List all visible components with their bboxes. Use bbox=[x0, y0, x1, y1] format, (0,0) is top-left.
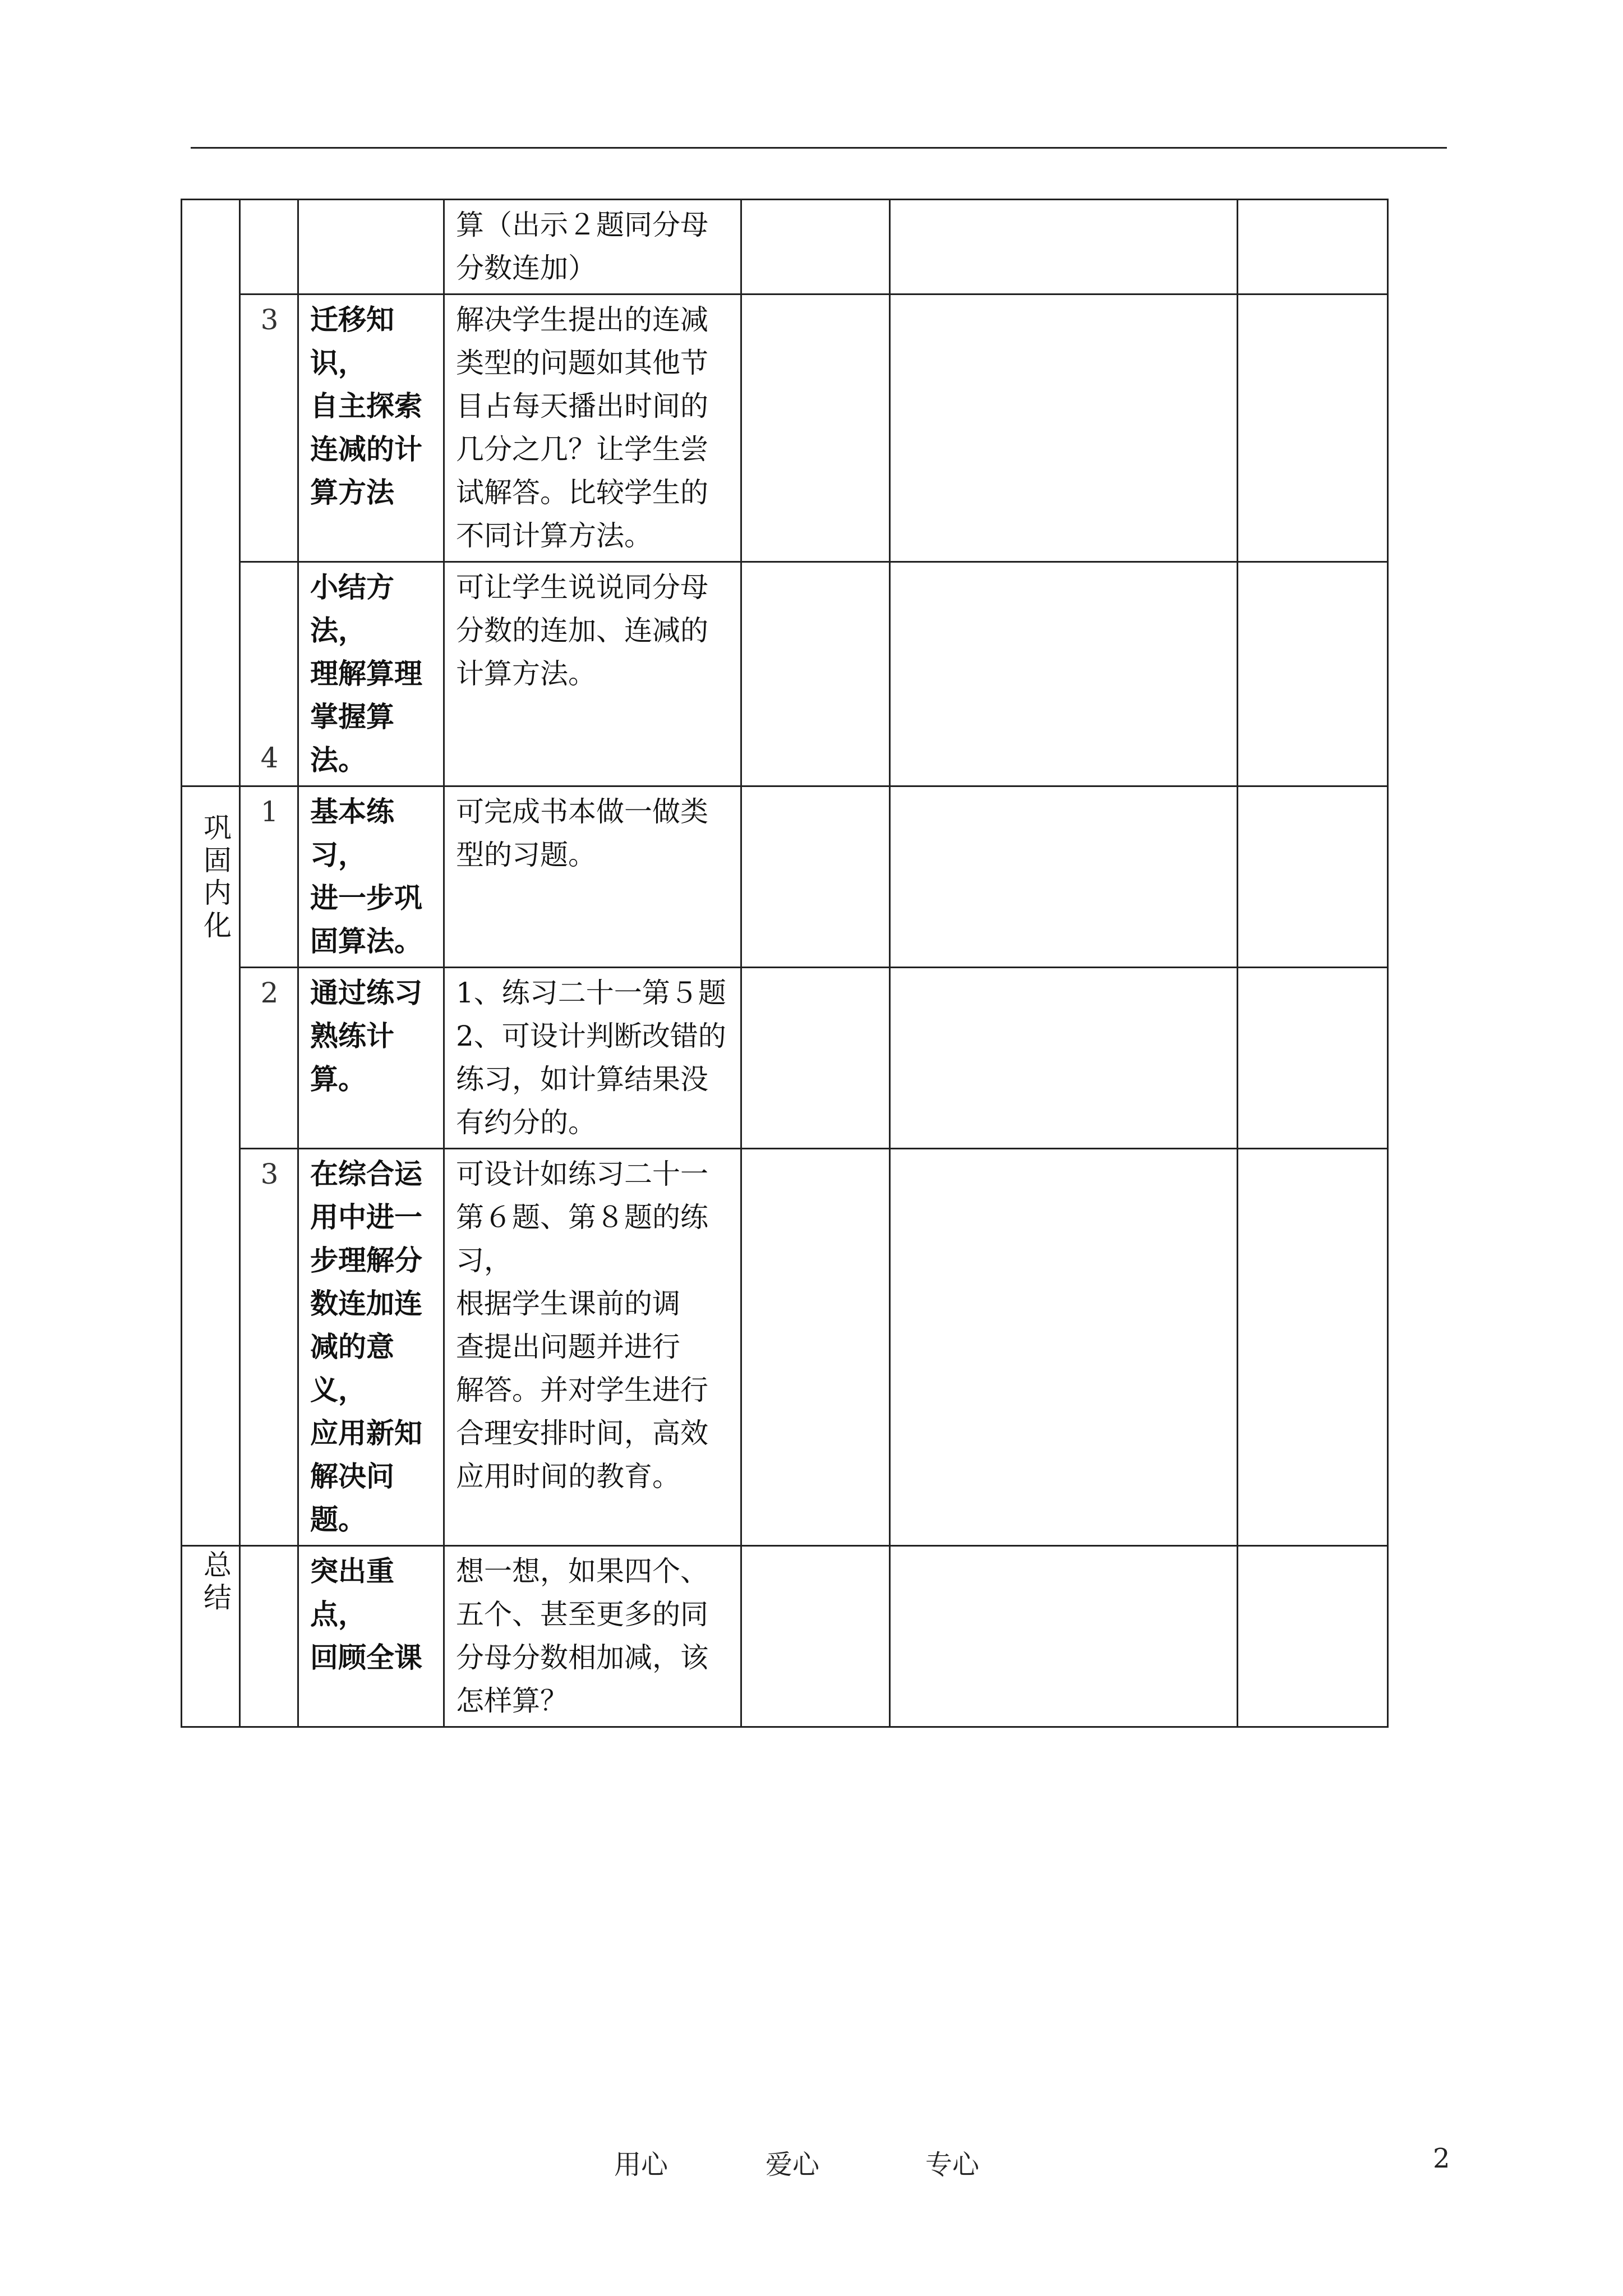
content-cell bbox=[444, 295, 741, 562]
goal-line: 通过练习 bbox=[310, 977, 422, 1009]
blank-cell bbox=[1238, 1149, 1388, 1546]
blank-cell bbox=[890, 786, 1238, 968]
content-line: 类型的问题如其他节 bbox=[456, 347, 708, 379]
blank-cell bbox=[1238, 295, 1388, 562]
goal-cell bbox=[298, 1546, 444, 1727]
content-line: 算（出示２题同分母 bbox=[456, 209, 708, 241]
content-line: 分数连加） bbox=[456, 252, 596, 284]
blank-cell bbox=[741, 1546, 890, 1727]
content-line: 型的习题。 bbox=[456, 839, 596, 871]
table-row bbox=[182, 562, 1388, 786]
content-cell bbox=[444, 1546, 741, 1727]
header-rule bbox=[191, 147, 1447, 149]
table-row bbox=[182, 1149, 1388, 1546]
goal-line: 基本练习， bbox=[310, 795, 394, 871]
table-row bbox=[182, 786, 1388, 968]
content-line: 不同计算方法。 bbox=[456, 519, 652, 552]
content-line: 2、可设计判断改错的 bbox=[456, 1020, 726, 1052]
content-cell bbox=[444, 786, 741, 968]
content-line: 解决学生提出的连减 bbox=[456, 303, 708, 336]
step-number: 3 bbox=[260, 303, 279, 336]
content-line: 五个、甚至更多的同 bbox=[456, 1598, 708, 1631]
goal-line: 自主探索 bbox=[310, 390, 422, 422]
phase-label: 总结 bbox=[199, 1550, 232, 1615]
goal-line: 用中进一 bbox=[310, 1201, 422, 1234]
goal-line: 步理解分 bbox=[310, 1244, 422, 1277]
content-cell bbox=[444, 1149, 741, 1546]
table-row bbox=[182, 968, 1388, 1149]
blank-cell bbox=[1238, 1546, 1388, 1727]
goal-line: 数连加连 bbox=[310, 1287, 422, 1320]
step-number-cell bbox=[240, 562, 298, 786]
blank-cell bbox=[741, 1149, 890, 1546]
content-line: 根据学生课前的调 bbox=[456, 1287, 680, 1320]
content-cell bbox=[444, 200, 741, 295]
step-number-cell bbox=[240, 200, 298, 295]
blank-cell bbox=[890, 1149, 1238, 1546]
content-line: 查提出问题并进行 bbox=[456, 1331, 680, 1363]
blank-cell bbox=[741, 200, 890, 295]
table-row bbox=[182, 295, 1388, 562]
content-line: 第６题、第８题的练 bbox=[456, 1201, 708, 1234]
blank-cell bbox=[1238, 200, 1388, 295]
blank-cell bbox=[741, 562, 890, 786]
content-line: 目占每天播出时间的 bbox=[456, 390, 708, 422]
content-line: 习， bbox=[456, 1244, 512, 1277]
blank-cell bbox=[1238, 562, 1388, 786]
step-number: 1 bbox=[260, 795, 279, 828]
blank-cell bbox=[890, 295, 1238, 562]
goal-line: 小结方法， bbox=[310, 571, 394, 647]
footer-motto: 专心 bbox=[925, 2149, 980, 2180]
content-line: 练习，如计算结果没 bbox=[456, 1063, 708, 1096]
goal-line: 迁移知识， bbox=[310, 303, 394, 379]
goal-line: 突出重点， bbox=[310, 1555, 394, 1631]
blank-cell bbox=[741, 968, 890, 1149]
blank-cell bbox=[741, 295, 890, 562]
table-row bbox=[182, 200, 1388, 295]
page-number: 2 bbox=[1433, 2143, 1450, 2174]
content-line: 分数的连加、连减的 bbox=[456, 614, 708, 647]
blank-cell bbox=[890, 968, 1238, 1149]
step-number-cell bbox=[240, 968, 298, 1149]
content-line: 可设计如练习二十一 bbox=[456, 1158, 708, 1190]
blank-cell bbox=[890, 562, 1238, 786]
content-line: 想一想，如果四个、 bbox=[456, 1555, 708, 1588]
content-line: 可让学生说说同分母 bbox=[456, 571, 708, 604]
content-line: 可完成书本做一做类 bbox=[456, 795, 708, 828]
content-line: 解答。并对学生进行 bbox=[456, 1374, 708, 1406]
content-cell bbox=[444, 968, 741, 1149]
goal-line: 算方法 bbox=[310, 476, 394, 509]
content-line: 1、练习二十一第５题 bbox=[456, 977, 726, 1009]
goal-cell bbox=[298, 786, 444, 968]
goal-cell bbox=[298, 562, 444, 786]
phase-cell bbox=[182, 1546, 240, 1727]
blank-cell bbox=[741, 786, 890, 968]
content-line: 有约分的。 bbox=[456, 1106, 596, 1139]
step-number-cell bbox=[240, 786, 298, 968]
content-line: 几分之几？让学生尝 bbox=[456, 433, 708, 466]
phase-cell bbox=[182, 786, 240, 1546]
goal-line: 固算法。 bbox=[310, 925, 422, 958]
content-line: 分母分数相加减，该 bbox=[456, 1641, 708, 1674]
goal-line: 应用新知 bbox=[310, 1417, 422, 1450]
step-number: 4 bbox=[260, 742, 279, 774]
footer-motto: 爱心 bbox=[766, 2149, 820, 2180]
goal-line: 连减的计 bbox=[310, 433, 422, 466]
content-line: 怎样算？ bbox=[456, 1685, 568, 1717]
goal-cell bbox=[298, 1149, 444, 1546]
blank-cell bbox=[890, 1546, 1238, 1727]
content-cell bbox=[444, 562, 741, 786]
step-number: 2 bbox=[260, 977, 279, 1009]
blank-cell bbox=[890, 200, 1238, 295]
footer-motto: 用心 bbox=[614, 2149, 668, 2180]
table-row bbox=[182, 1546, 1388, 1727]
content-line: 计算方法。 bbox=[456, 657, 596, 690]
goal-line: 在综合运 bbox=[310, 1158, 422, 1190]
step-number: 3 bbox=[260, 1158, 279, 1190]
content-line: 合理安排时间，高效 bbox=[456, 1417, 708, 1450]
step-number-cell bbox=[240, 1149, 298, 1546]
phase-label: 巩固内化 bbox=[199, 813, 232, 943]
goal-line: 减的意义， bbox=[310, 1331, 394, 1406]
goal-cell bbox=[298, 968, 444, 1149]
goal-line: 解决问题。 bbox=[310, 1460, 394, 1536]
lesson-plan-table bbox=[181, 199, 1389, 1728]
blank-cell bbox=[1238, 786, 1388, 968]
content-line: 应用时间的教育。 bbox=[456, 1460, 680, 1493]
goal-line: 进一步巩 bbox=[310, 882, 422, 914]
goal-cell bbox=[298, 200, 444, 295]
goal-line: 掌握算法。 bbox=[310, 701, 394, 776]
phase-cell bbox=[182, 200, 240, 786]
step-number-cell bbox=[240, 295, 298, 562]
content-line: 试解答。比较学生的 bbox=[456, 476, 708, 509]
goal-line: 理解算理 bbox=[310, 657, 422, 690]
step-number-cell bbox=[240, 1546, 298, 1727]
blank-cell bbox=[1238, 968, 1388, 1149]
goal-line: 回顾全课 bbox=[310, 1641, 422, 1674]
goal-cell bbox=[298, 295, 444, 562]
goal-line: 熟练计算。 bbox=[310, 1020, 394, 1096]
